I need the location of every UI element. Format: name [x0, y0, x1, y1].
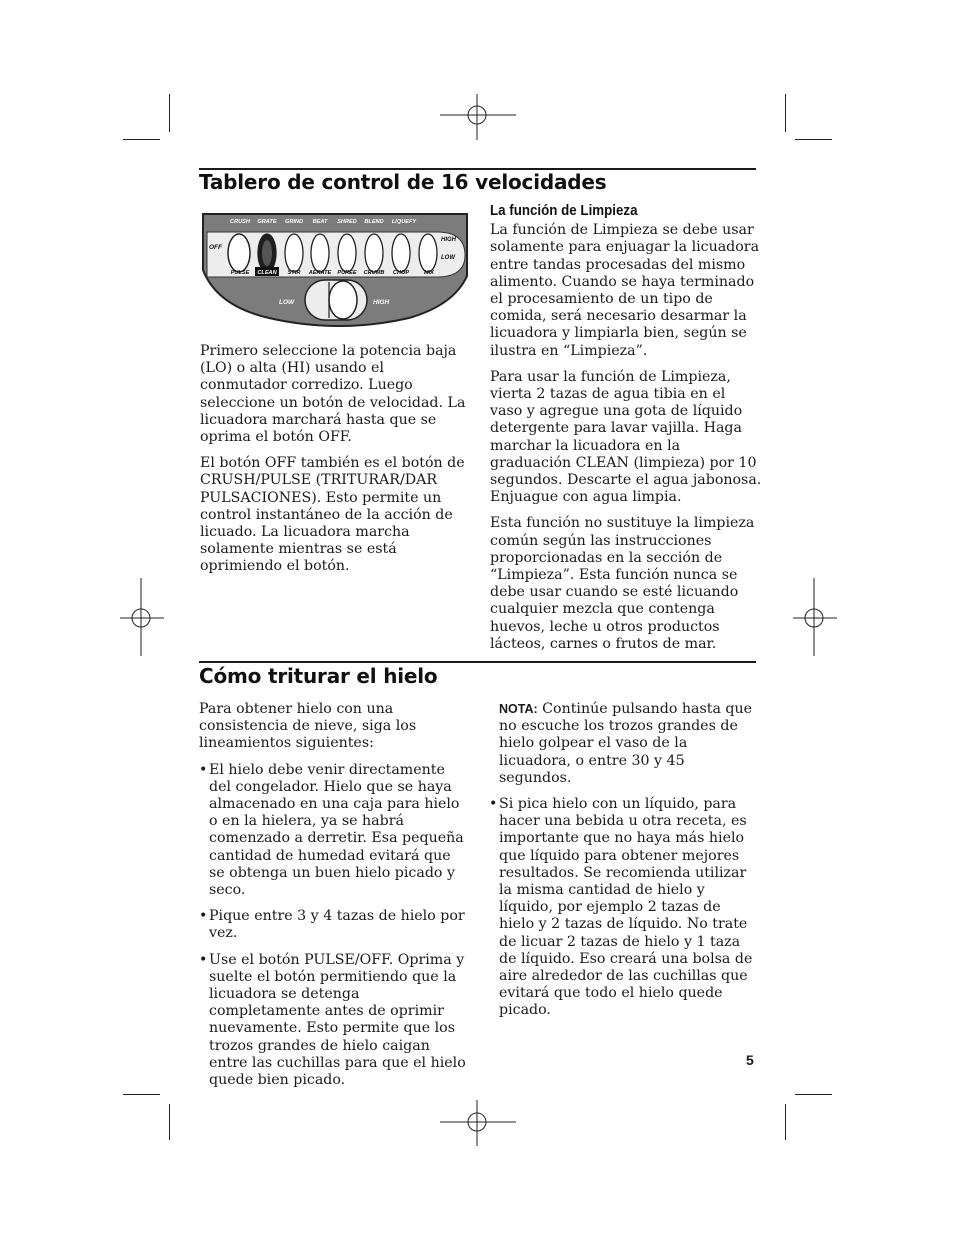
panel-off-label: OFF: [209, 244, 222, 251]
section1-left-column: [200, 343, 472, 585]
speed-button[interactable]: [311, 234, 329, 272]
panel-top-label: LIQUEFY: [391, 219, 417, 225]
list-item: • El hielo debe venir directamente del congelador. Hielo que se haya almacenado en una caja para hielo o en la hielera, ya se habrá comenzado a derretir. Esa pequeña cantidad de humedad evitará que se obtenga un buen hielo picado y seco.: [199, 761, 464, 899]
panel-top-label: GRATE: [257, 219, 277, 225]
paragraph: El botón OFF también es el botón de CRUSH/PULSE (TRITURAR/DAR PULSACIONES). Esto permite un control instantáneo de la acción de licuado. La licuadora marcha solamente mientras se está oprimiendo el botón.: [200, 455, 465, 575]
panel-top-label: GRIND: [284, 219, 304, 225]
section-title: Tablero de control de 16 velocidades: [199, 170, 607, 194]
intro-paragraph: Para obtener hielo con una consistencia de nieve, siga los lineamientos siguientes:: [199, 701, 417, 752]
registration-mark-bottom: [440, 1100, 516, 1146]
slider-high-label: HIGH: [373, 299, 390, 306]
page-number: 5: [746, 1052, 754, 1068]
list-item: • Use el botón PULSE/OFF. Oprima y suelte el botón permitiendo que la licuadora se detenga completamente antes de oprimir nuevamente. Esto permite que los trozos grandes de hielo caigan entre las cuchillas para que el hielo quede bien picado.: [199, 951, 466, 1089]
subhead-limpieza: La función de Limpieza: [490, 203, 638, 219]
list-item: • Si pica hielo con un líquido, para hacer una bebida u otra receta, es importante que no haya más hielo que líquido para obtener mejores resultados. Se recomienda utilizar la misma cantidad de hielo y líquido, por ejemplo 2 tazas de hielo y 2 tazas de líquido. No trate de licuar 2 tazas de hielo y 1 taza de líquido. Eso creará una bolsa de aire alrededor de las cuchillas que evitará que todo el hielo quede picado.: [489, 796, 753, 1019]
paragraph: Para usar la función de Limpieza, vierta 2 tazas de agua tibia en el vaso y agregue una gota de líquido detergente para lavar vajilla. Haga marchar la licuadora en la graduación CLEAN (limpieza) por 10 segundos. Descarte el agua jabonosa. Enjuague con agua limpia.: [490, 368, 762, 506]
paragraph: Esta función no sustituye la limpieza común según las instrucciones proporcionadas en la sección de “Limpieza”. Esta función nunca se debe usar cuando se esté licuando cualquier mezcla que contenga huevos, leche u otros productos lácteos, carnes o frutos de mar.: [490, 515, 755, 652]
registration-mark-left: [120, 578, 164, 656]
section-rule: [199, 661, 756, 663]
speed-button[interactable]: [338, 234, 356, 272]
panel-bottom-label: CLEAN: [257, 270, 277, 276]
panel-top-label: SHRED: [337, 219, 357, 225]
panel-bottom-label: CHOP: [392, 270, 410, 276]
panel-high-label: HIGH: [441, 237, 456, 243]
section2-left-column: [199, 701, 467, 1098]
paragraph: Primero seleccione la potencia baja (LO) o alta (HI) usando el conmutador corredizo. Luego seleccione un botón de velocidad. La licuadora marchará hasta que se oprima el botón OFF.: [200, 343, 466, 446]
panel-top-label: BLEND: [364, 219, 384, 225]
list-item: • Pique entre 3 y 4 tazas de hielo por vez.: [199, 908, 465, 942]
speed-button[interactable]: [285, 234, 303, 272]
panel-bottom-label: PULSE: [230, 270, 250, 276]
power-slider-knob[interactable]: [329, 281, 357, 319]
panel-low-label: LOW: [441, 255, 455, 261]
slider-low-label: LOW: [279, 299, 295, 306]
control-panel-illustration: [199, 210, 471, 328]
panel-bottom-label: CRUMB: [363, 270, 385, 276]
section1-right-column: [490, 203, 762, 662]
speed-button[interactable]: [392, 234, 410, 272]
registration-mark-right: [793, 578, 837, 656]
panel-top-label: BEAT: [312, 219, 328, 225]
nota-paragraph: NOTA: Continúe pulsando hasta que no escuche los trozos grandes de hielo golpear el vaso de la licuadora, o entre 30 y 45 segundos.: [499, 701, 753, 786]
panel-bottom-label: PUREE: [337, 270, 357, 276]
paragraph: La función de Limpieza se debe usar solamente para enjuagar la licuadora entre tandas procesadas del mismo alimento. Cuando se haya terminado el procesamiento de un tipo de comida, será necesario desarmar la licuadora y limpiarla bien, según se ilustra en “Limpieza”.: [490, 222, 760, 359]
section-title: Cómo triturar el hielo: [199, 664, 438, 688]
speed-button[interactable]: [365, 234, 383, 272]
panel-top-label: CRUSH: [230, 219, 250, 225]
panel-bottom-label: STIR: [287, 270, 301, 276]
nota-label: NOTA:: [499, 702, 538, 716]
speed-button[interactable]: [419, 234, 437, 272]
section2-right-column: [489, 701, 759, 1029]
speed-button-highlight: [262, 240, 272, 266]
off-button[interactable]: [228, 234, 250, 272]
panel-bottom-label: AERATE: [308, 270, 332, 276]
registration-mark-top: [440, 94, 516, 140]
panel-bottom-label: MIX: [424, 270, 434, 276]
